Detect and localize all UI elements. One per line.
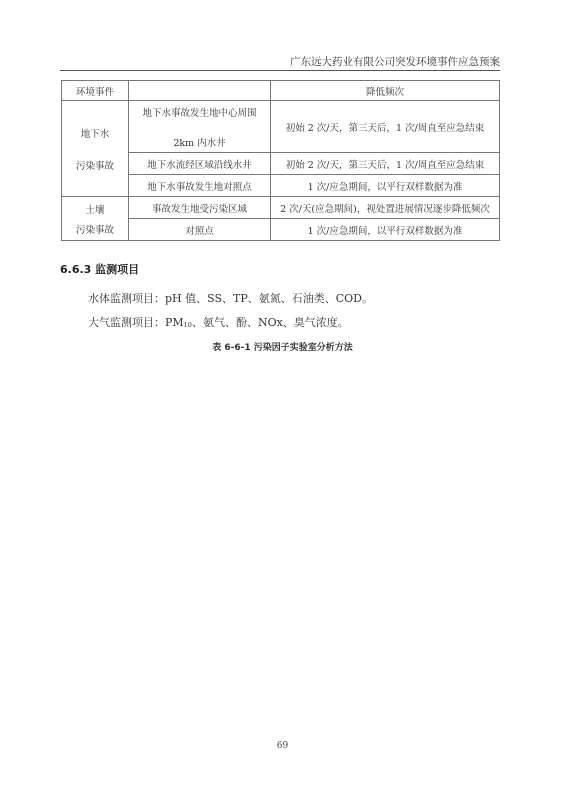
air-subscript: 10 — [183, 321, 192, 329]
frequency-cell: 1 次/应急期间，以平行双样数据为准 — [271, 219, 500, 241]
location-cell: 地下水事故发生地对照点 — [129, 175, 271, 197]
location-cell — [129, 101, 271, 153]
header-cell-event: 环境事件 — [62, 81, 129, 101]
monitoring-frequency-table — [61, 80, 500, 241]
air-monitoring-paragraph — [88, 314, 349, 330]
frequency-cell: 1 次/应急期间，以平行双样数据为准 — [271, 175, 500, 197]
location-cell: 地下水流经区域沿线水井 — [129, 153, 271, 175]
event-cell-groundwater — [62, 101, 129, 197]
event-label-line1: 地下水 — [80, 128, 110, 140]
frequency-cell: 初始 2 次/天，第三天后，1 次/周直至应急结束 — [271, 101, 500, 153]
header-cell-frequency: 降低频次 — [271, 81, 500, 101]
event-label-line2: 污染事故 — [75, 160, 114, 172]
air-prefix: 大气监测项目：PM — [88, 316, 184, 329]
section-title: 6.6.3 监测项目 — [60, 263, 140, 276]
location-line1: 地下水事故发生地中心周围 — [142, 107, 257, 119]
table-caption: 表 6-6-1 污染因子实验室分析方法 — [212, 343, 353, 353]
frequency-cell: 初始 2 次/天，第三天后，1 次/周直至应急结束 — [271, 153, 500, 175]
header-cell-location — [129, 81, 271, 101]
table-row — [62, 101, 500, 153]
table-header-row — [62, 81, 500, 101]
air-suffix: 、氨气、酚、NOx、臭气浓度。 — [191, 316, 349, 329]
location-cell: 对照点 — [129, 219, 271, 241]
header-divider — [60, 70, 500, 71]
water-monitoring-paragraph: 水体监测项目：pH 值、SS、TP、氨氮、石油类、COD。 — [88, 292, 373, 305]
event-cell-soil — [62, 197, 129, 241]
document-header: 广东远大药业有限公司突发环境事件应急预案 — [290, 56, 500, 68]
frequency-cell: 2 次/天(应急期间)，视处置进展情况逐步降低频次 — [271, 197, 500, 219]
event-label-line2: 污染事故 — [75, 224, 114, 236]
event-label-line1: 土壤 — [85, 204, 105, 216]
table-row — [62, 197, 500, 219]
location-line2: 2km 内水井 — [173, 137, 226, 149]
page-number: 69 — [276, 741, 289, 751]
location-cell: 事故发生地受污染区域 — [129, 197, 271, 219]
